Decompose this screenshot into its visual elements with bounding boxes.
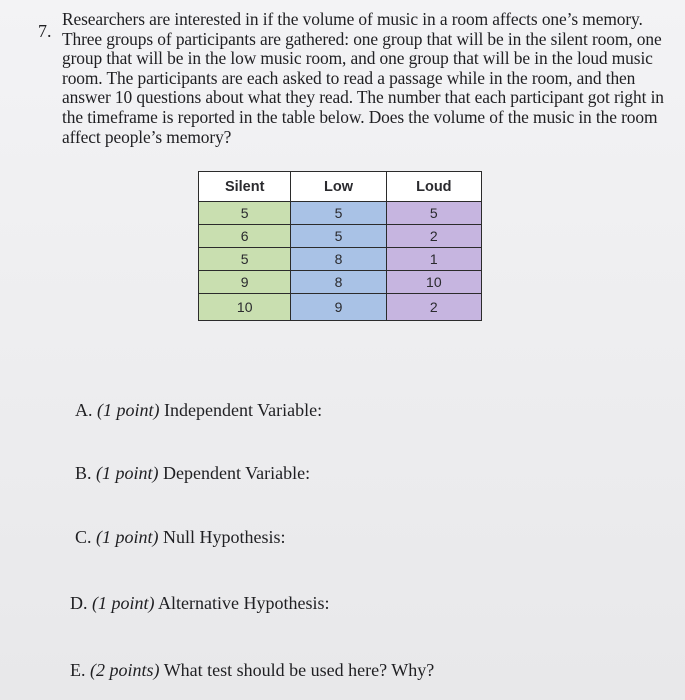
cell-silent: 6 <box>199 225 291 248</box>
cell-loud: 2 <box>386 294 481 321</box>
part-points: (2 points) <box>90 660 160 680</box>
cell-silent: 9 <box>199 271 291 294</box>
table-row <box>199 202 482 225</box>
table-header-row <box>199 172 482 202</box>
part-letter: E. <box>70 660 86 680</box>
cell-loud: 2 <box>386 225 481 248</box>
table-row <box>199 271 482 294</box>
cell-silent: 5 <box>199 202 291 225</box>
cell-silent: 10 <box>199 294 291 321</box>
part-text: Alternative Hypothesis: <box>158 593 330 613</box>
part-text: Independent Variable: <box>164 400 323 420</box>
header-low: Low <box>291 172 386 202</box>
part-text: Null Hypothesis: <box>163 527 286 547</box>
part-points: (1 point) <box>96 463 159 483</box>
part-text: What test should be used here? Why? <box>163 660 435 680</box>
part-points: (1 point) <box>96 527 159 547</box>
scores-table <box>198 171 482 321</box>
question-line: Researchers are interested in if the volume of music in a room affects one’s memory. <box>62 9 643 29</box>
table-row <box>199 248 482 271</box>
question-line: group that will be in the low music room, and one group that will be in the loud music <box>62 48 653 69</box>
question-line: Three groups of participants are gathered: one group that will be in the silent room, one <box>62 28 662 49</box>
part-points: (1 point) <box>97 400 160 420</box>
header-loud: Loud <box>386 172 481 202</box>
question-line: the timeframe is reported in the table below. Does the volume of the music in the room <box>62 106 658 127</box>
part-letter: A. <box>75 400 93 420</box>
part-d <box>70 593 329 614</box>
cell-low: 8 <box>291 271 386 294</box>
question-line: room. The participants are each asked to read a passage while in the room, and then <box>62 67 636 88</box>
cell-silent: 5 <box>199 248 291 271</box>
cell-low: 5 <box>291 202 386 225</box>
cell-low: 8 <box>291 248 386 271</box>
header-silent: Silent <box>199 172 291 202</box>
part-b <box>75 463 310 484</box>
part-e <box>70 660 434 681</box>
cell-loud: 10 <box>386 271 481 294</box>
part-letter: D. <box>70 593 88 613</box>
table-row <box>199 294 482 321</box>
table-row <box>199 225 482 248</box>
question-line: answer 10 questions about what they read. The number that each participant got right in <box>62 87 664 108</box>
part-c <box>75 527 286 548</box>
part-points: (1 point) <box>92 593 155 613</box>
part-text: Dependent Variable: <box>163 463 311 483</box>
part-letter: C. <box>75 527 92 547</box>
question-line: affect people’s memory? <box>62 126 232 147</box>
cell-loud: 5 <box>386 202 481 225</box>
part-letter: B. <box>75 463 92 483</box>
question-number: 7. <box>38 21 52 41</box>
question-prompt <box>62 10 672 147</box>
cell-low: 5 <box>291 225 386 248</box>
cell-low: 9 <box>291 294 386 321</box>
cell-loud: 1 <box>386 248 481 271</box>
part-a <box>75 400 322 421</box>
